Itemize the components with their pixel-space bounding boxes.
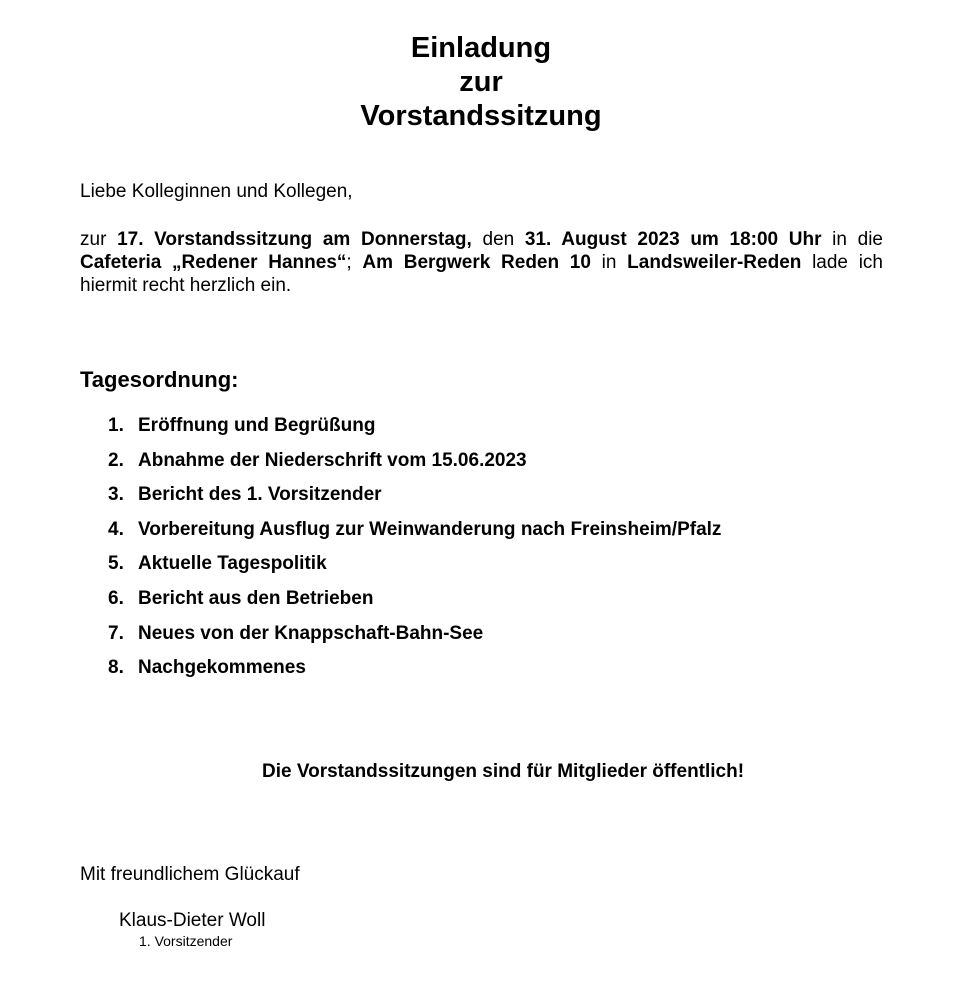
agenda-item	[108, 449, 721, 484]
agenda-item-number: 1.	[108, 415, 124, 436]
agenda-item-number: 7.	[108, 622, 124, 644]
agenda-item-text: Neues von der Knappschaft-Bahn-See	[138, 622, 484, 644]
agenda-item	[108, 414, 721, 449]
agenda-item	[108, 656, 721, 691]
agenda-item	[108, 518, 721, 553]
document-title-line-1: Einladung	[410, 32, 552, 64]
greeting: Liebe Kolleginnen und Kollegen,	[80, 181, 353, 202]
meeting-town: Landsweiler-Reden	[627, 252, 802, 273]
agenda-item-text: Aktuelle Tagespolitik	[138, 553, 327, 575]
intro-text: in	[590, 252, 628, 273]
agenda-item-text: Bericht des 1. Vorsitzender	[138, 484, 382, 506]
agenda-item-text: Bericht aus den Betrieben	[138, 587, 374, 609]
intro-text: zur	[80, 229, 118, 250]
meeting-street: Am Bergwerk Reden 10	[362, 252, 591, 273]
agenda-item-number: 4.	[108, 518, 124, 540]
agenda-item-text: Eröffnung und Begrüßung	[138, 415, 376, 436]
signature-name: Klaus-Dieter Woll	[119, 910, 266, 931]
intro-text: lade ich hiermit recht herzlich ein.	[80, 252, 883, 296]
agenda-item	[108, 552, 721, 587]
agenda-item	[108, 622, 721, 657]
intro-text: ;	[346, 252, 363, 273]
agenda-item-number: 2.	[108, 449, 124, 471]
closing-salutation: Mit freundlichem Glückauf	[80, 864, 300, 885]
meeting-date-time: 31. August 2023 um 18:00 Uhr	[524, 229, 822, 250]
invitation-paragraph	[80, 228, 883, 297]
document-title-line-2: zur	[459, 66, 503, 98]
public-meeting-note: Die Vorstandssitzungen sind für Mitglieder öffentlich!	[262, 761, 745, 782]
agenda-item	[108, 587, 721, 622]
agenda-heading: Tagesordnung:	[80, 367, 239, 392]
signature-role: 1. Vorsitzender	[139, 933, 233, 949]
agenda-item-number: 8.	[108, 657, 124, 679]
intro-text: in die	[821, 229, 883, 250]
intro-text: den	[471, 229, 525, 250]
agenda-item-text: Nachgekommenes	[138, 657, 306, 679]
agenda-list	[108, 414, 721, 691]
agenda-item	[108, 483, 721, 518]
agenda-item-number: 5.	[108, 553, 124, 575]
agenda-item-number: 6.	[108, 587, 124, 609]
agenda-item-text: Abnahme der Niederschrift vom 15.06.2023	[138, 449, 527, 471]
meeting-name: 17. Vorstandssitzung am Donnerstag,	[117, 229, 472, 250]
agenda-item-number: 3.	[108, 484, 124, 506]
agenda-item-text: Vorbereitung Ausflug zur Weinwanderung nach Freinsheim/Pfalz	[138, 518, 722, 540]
document-title-line-3: Vorstandssitzung	[360, 100, 602, 132]
meeting-venue: Cafeteria „Redener Hannes“	[80, 252, 347, 273]
